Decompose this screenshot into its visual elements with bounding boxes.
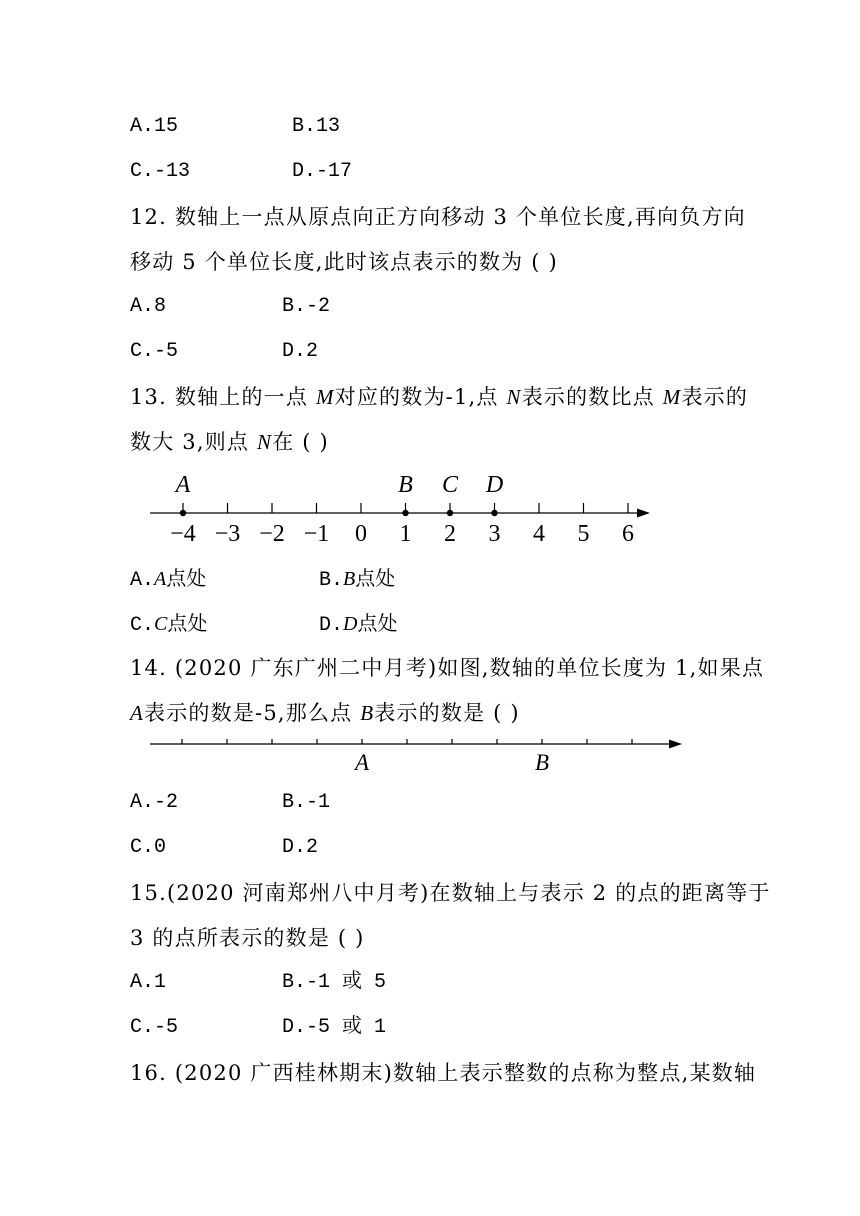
q14-option-a: A.-2: [130, 791, 179, 814]
q13-point-label-c: C: [441, 472, 459, 498]
q13-point-label-b: B: [398, 472, 413, 498]
q13-point-d: [491, 510, 497, 516]
q13-option-a: A.A点处: [130, 566, 207, 592]
q12-option-c: C.-5: [130, 340, 179, 363]
q15-option-b: B.-1 或 5: [282, 971, 387, 994]
q11-option-c: C.-13: [130, 160, 191, 183]
q15-option-c: C.-5: [130, 1016, 179, 1039]
q13-tick-label: −1: [303, 521, 330, 547]
q13-tick-label: −2: [259, 521, 285, 547]
q14-point-label-b: B: [534, 750, 550, 775]
q14-stem-line1: 14. (2020 广东广州二中月考)如图,数轴的单位长度为 1,如果点: [130, 656, 765, 680]
q13-option-b: B.B点处: [319, 566, 396, 592]
q13-number-line-figure: [140, 465, 660, 550]
q12-option-d: D.2: [282, 340, 319, 363]
q13-point-a: [180, 510, 186, 516]
q14-number-line-figure: [140, 728, 690, 778]
q14-axis-arrow: [669, 740, 682, 749]
q13-tick-label: 5: [577, 521, 590, 547]
q13-tick-label: 3: [488, 521, 501, 547]
q11-option-b: B.13: [292, 115, 341, 138]
q14-point-label-a: A: [354, 750, 370, 775]
q16-stem-line1: 16. (2020 广西桂林期末)数轴上表示整数的点称为整点,某数轴: [130, 1061, 757, 1085]
q13-tick-label: 2: [444, 521, 456, 547]
q13-stem-line1: 13. 数轴上的一点 M对应的数为-1,点 N表示的数比点 M表示的: [130, 385, 749, 409]
q13-tick-label: 1: [399, 521, 412, 547]
q12-stem-line2: 移动 5 个单位长度,此时该点表示的数为 ( ): [130, 250, 558, 274]
q14-option-b: B.-1: [282, 791, 331, 814]
q13-stem-line2: 数大 3,则点 N在 ( ): [130, 430, 329, 454]
q13-tick-label: 0: [355, 521, 367, 547]
q13-point-label-d: D: [485, 472, 504, 498]
q13-tick-label: 6: [622, 521, 634, 547]
q12-option-a: A.8: [130, 295, 167, 318]
q13-point-label-a: A: [175, 472, 191, 498]
q11-option-d: D.-17: [292, 160, 353, 183]
q15-option-a: A.1: [130, 971, 167, 994]
q14-stem-line2: A表示的数是-5,那么点 B表示的数是 ( ): [130, 701, 520, 725]
q12-stem-line1: 12. 数轴上一点从原点向正方向移动 3 个单位长度,再向负方向: [130, 205, 746, 229]
q13-option-c: C.C点处: [130, 611, 208, 637]
q13-point-c: [447, 510, 453, 516]
q13-tick-label: −3: [214, 521, 241, 547]
q15-stem-line2: 3 的点所表示的数是 ( ): [130, 926, 365, 950]
q13-point-b: [402, 510, 408, 516]
q14-option-d: D.2: [282, 836, 319, 859]
q13-option-d: D.D点处: [319, 611, 398, 637]
q15-stem-line1: 15.(2020 河南郑州八中月考)在数轴上与表示 2 的点的距离等于: [130, 881, 771, 905]
q13-axis-arrow: [637, 509, 650, 518]
q14-option-c: C.0: [130, 836, 167, 859]
q15-option-d: D.-5 或 1: [282, 1016, 387, 1039]
q13-tick-label: 4: [533, 521, 545, 547]
q11-option-a: A.15: [130, 115, 179, 138]
q13-tick-label: −4: [170, 521, 196, 547]
q12-option-b: B.-2: [282, 295, 331, 318]
